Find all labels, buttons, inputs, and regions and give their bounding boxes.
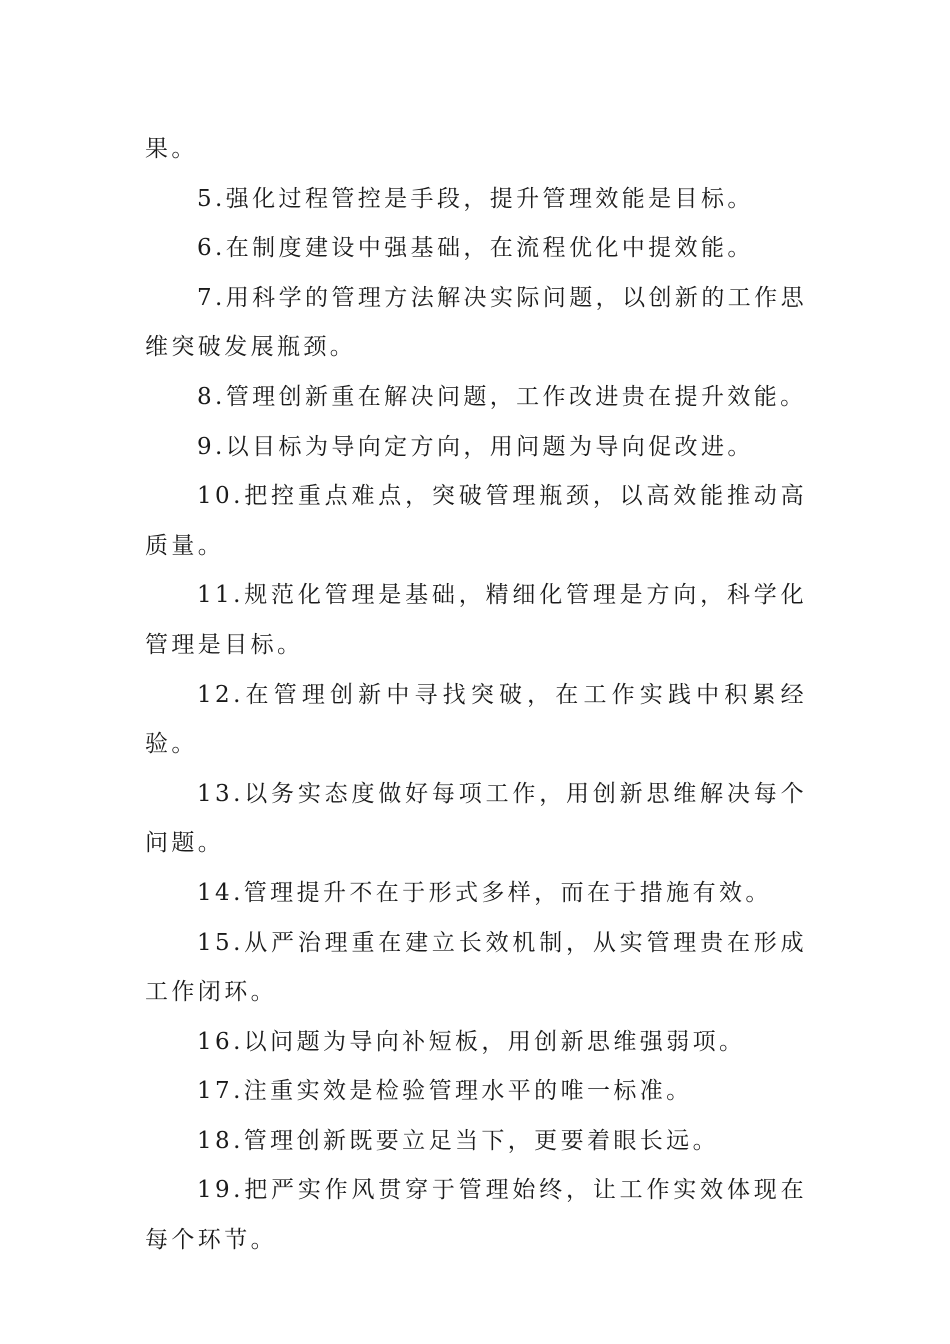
paragraph-item-11: 11.规范化管理是基础，精细化管理是方向，科学化管理是目标。	[145, 582, 807, 658]
paragraph-item-12: 12.在管理创新中寻找突破，在工作实践中积累经验。	[145, 681, 807, 758]
paragraph-item-16: 16.以问题为导向补短板，用创新思维强弱项。	[197, 1028, 746, 1055]
paragraph-item-10: 10.把控重点难点，突破管理瓶颈，以高效能推动高质量。	[145, 483, 807, 559]
paragraph-item-19: 19.把严实作风贯穿于管理始终，让工作实效体现在每个环节。	[145, 1177, 807, 1254]
paragraph-continuation: 果。	[145, 136, 198, 162]
paragraph-item-18: 18.管理创新既要立足当下，更要着眼长远。	[197, 1127, 719, 1154]
paragraph-item-14: 14.管理提升不在于形式多样，而在于措施有效。	[197, 879, 772, 906]
paragraph-item-8: 8.管理创新重在解决问题，工作改进贵在提升效能。	[197, 383, 807, 410]
paragraph-item-6: 6.在制度建设中强基础，在流程优化中提效能。	[197, 235, 754, 262]
document-body	[145, 125, 807, 1266]
paragraph-item-13: 13.以务实态度做好每项工作，用创新思维解决每个问题。	[145, 780, 807, 857]
paragraph-item-17: 17.注重实效是检验管理水平的唯一标准。	[197, 1078, 693, 1105]
paragraph-item-15: 15.从严治理重在建立长效机制，从实管理贵在形成工作闭环。	[145, 929, 807, 1006]
paragraph-item-5: 5.强化过程管控是手段，提升管理效能是目标。	[197, 185, 754, 212]
paragraph-item-9: 9.以目标为导向定方向，用问题为导向促改进。	[197, 433, 754, 460]
paragraph-item-7: 7.用科学的管理方法解决实际问题，以创新的工作思维突破发展瓶颈。	[145, 284, 807, 361]
